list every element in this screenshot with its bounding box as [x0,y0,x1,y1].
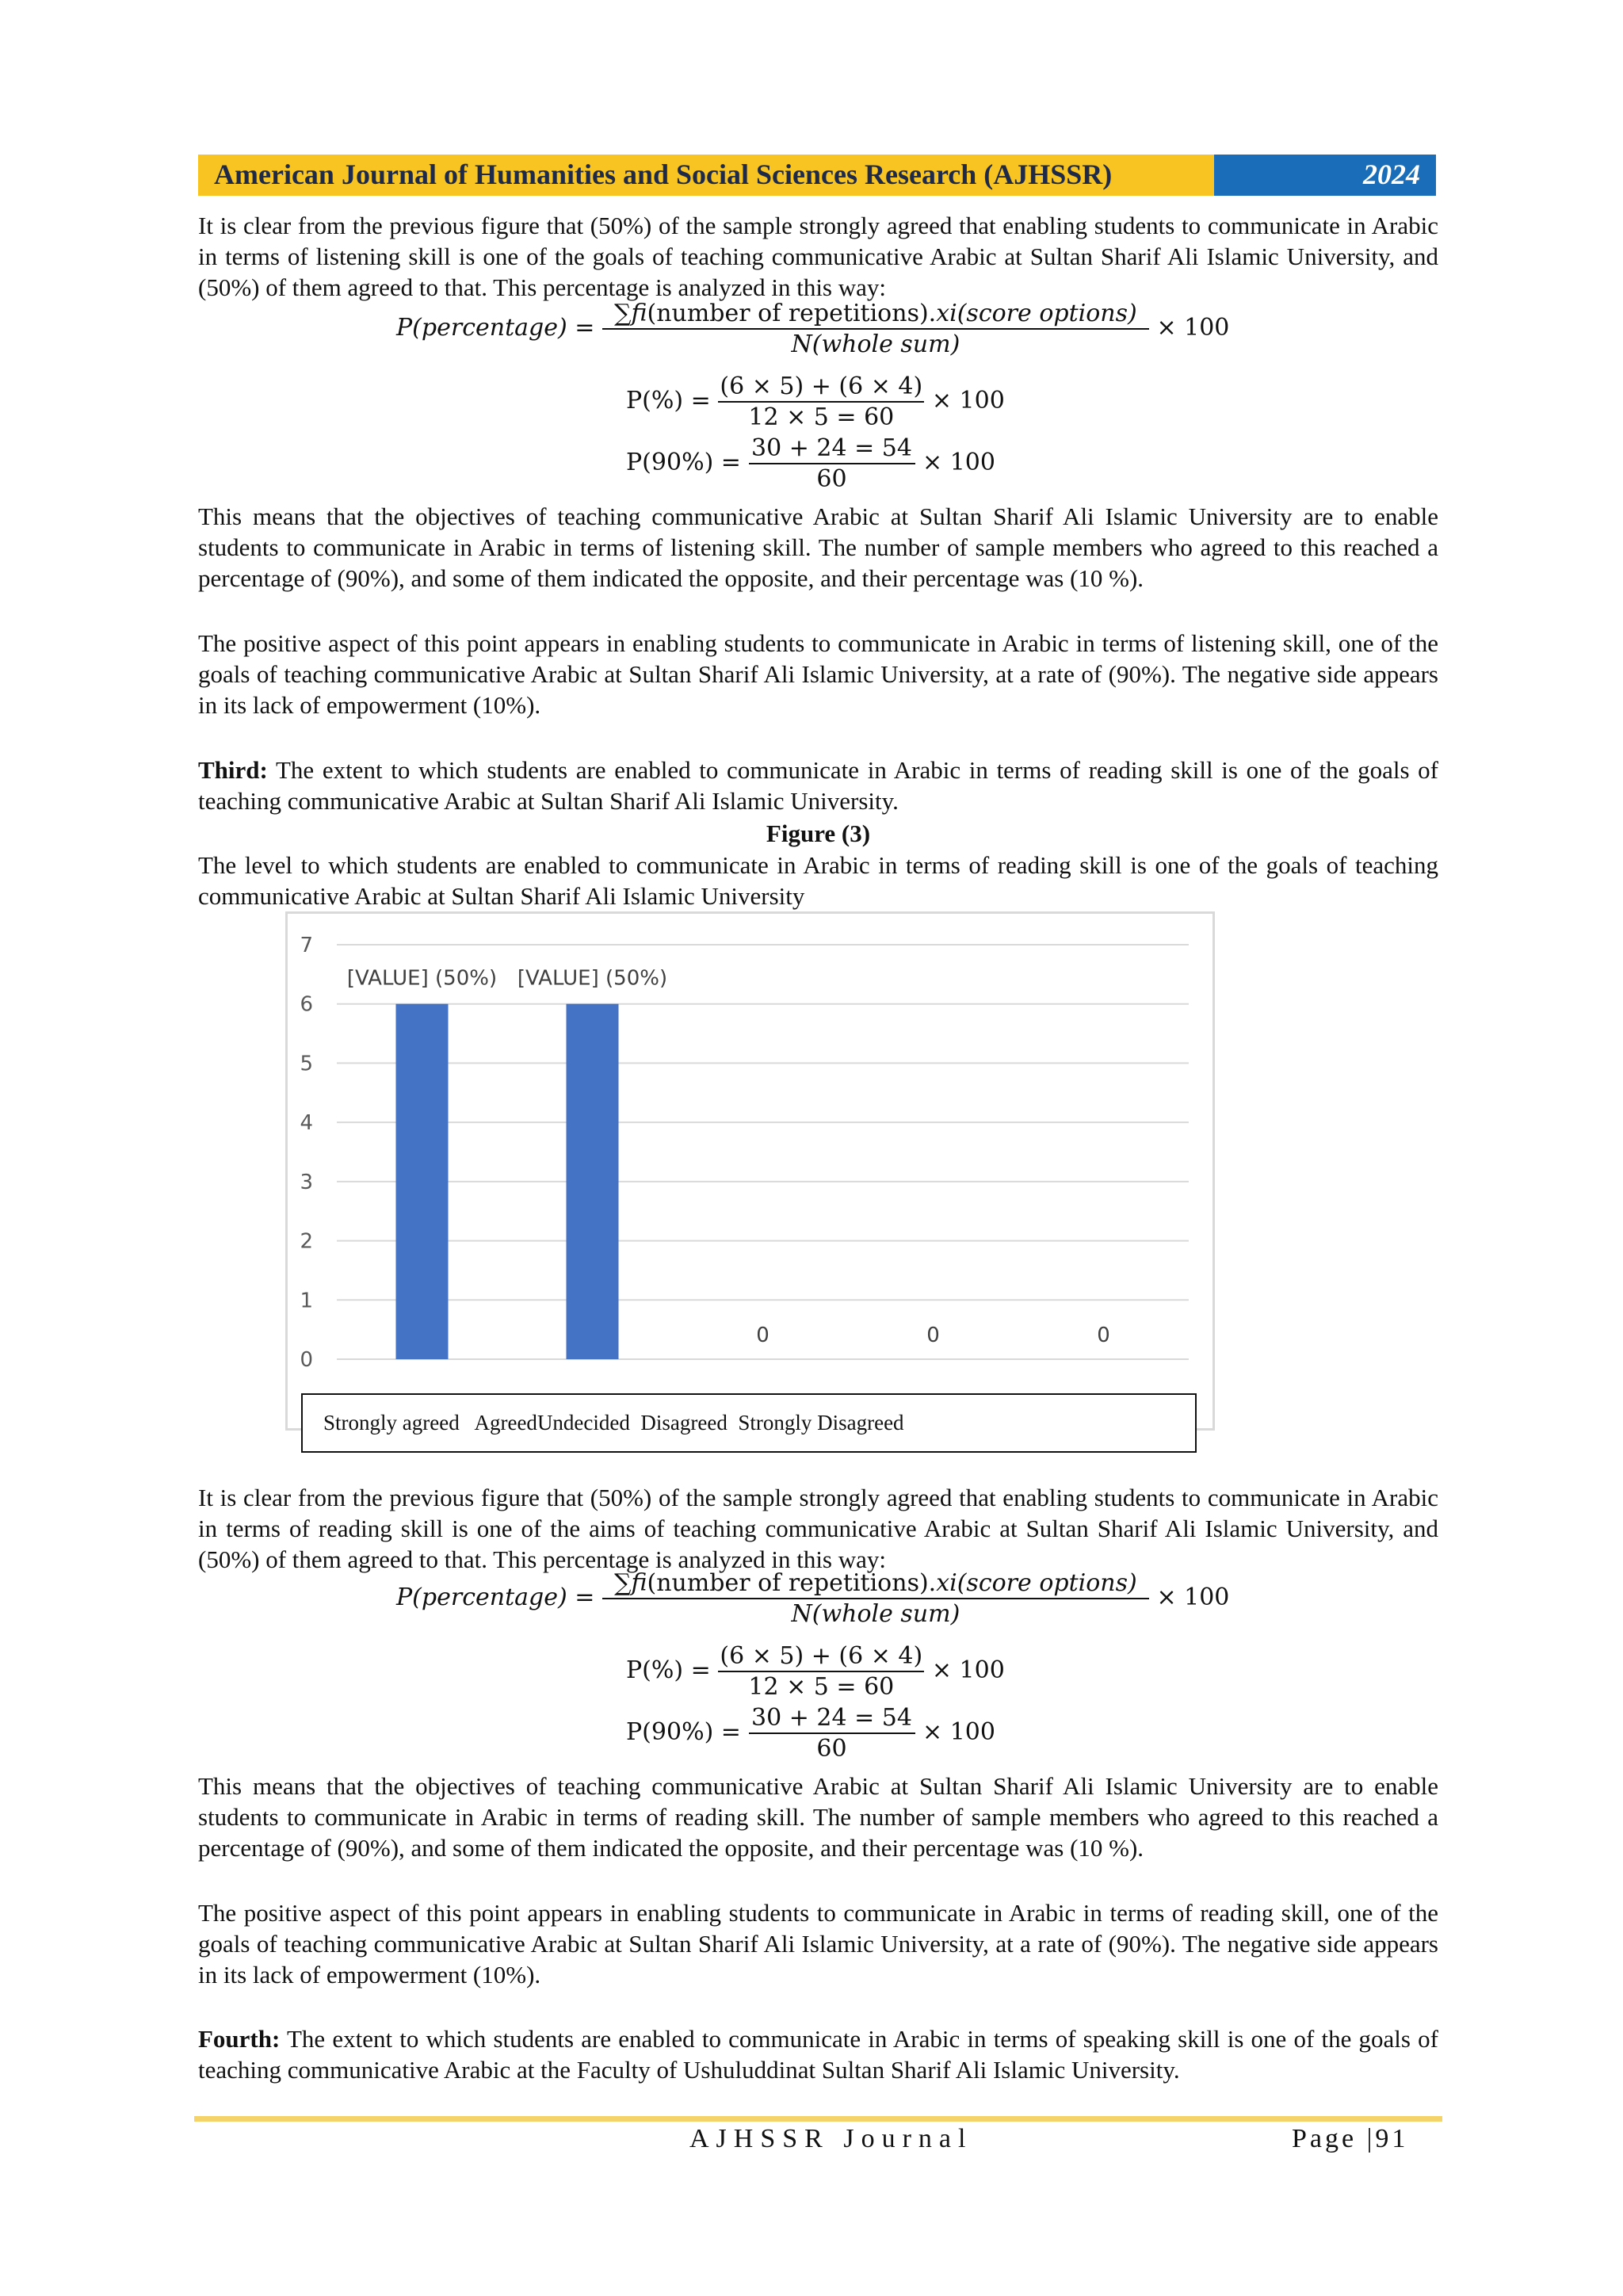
fraction-num: 30 + 24 = 54 [749,434,915,464]
formula-p-percent [626,372,1005,431]
formula-lhs: P(percentage) = [396,1584,595,1611]
formula-p90 [626,434,995,493]
reading-analysis: This means that the objectives of teaching communicative Arabic at Sultan Sharif Ali Islamic University are to enable students to communicate in Arabic in terms of reading skill. The number of sample members who agreed to this reached a percentage of (90%), and some of them indicated the opposite, and their percentage was (10 %). [198,1772,1438,1862]
den-n: N [791,330,812,358]
data-label: 0 [926,1324,940,1347]
formula-fraction [718,372,924,431]
section-label: Fourth: [198,2025,281,2053]
times-hundred: × 100 [922,1718,995,1746]
legend-disagreed: Disagreed [640,1411,739,1435]
journal-header [198,155,1436,196]
formula-fraction [602,1569,1149,1628]
y-tick-label: 3 [300,1170,313,1194]
speaking-heading [198,2023,1438,2085]
header-gold-band [198,155,1214,196]
formula-percentage-2 [396,1569,1229,1628]
sum-symbol: ∑fi [614,1569,647,1597]
listening-intro: It is clear from the previous figure that (50%) of the sample strongly agreed that enabling students to communicate in Arabic in terms of listening skill is one of the goals of teaching communicative Arabic at Sultan Sharif Ali Islamic University, and (50%) of them agreed to that. This percentage is analyzed in this way: [198,212,1438,301]
data-label: 0 [1097,1324,1110,1347]
num-end: (score options) [957,300,1137,327]
figure-caption: The level to which students are enabled to communicate in Arabic in terms of reading skill is one of the goals of teaching communicative Arabic at Sultan Sharif Ali Islamic University [198,851,1438,910]
times-hundred: × 100 [922,449,995,476]
formula-lhs: P(90%) = [626,1718,741,1746]
sum-symbol: ∑fi [614,300,647,327]
times-hundred: × 100 [931,387,1005,415]
legend-agreed: Agreed [474,1411,537,1435]
legend-strongly-disagreed: Strongly Disagreed [738,1411,904,1435]
formula-lhs: P(%) = [626,387,711,415]
data-label: 0 [756,1324,769,1347]
data-label: [VALUE] (50%) [517,966,668,991]
listening-positive: The positive aspect of this point appears in enabling students to communicate in Arabic in terms of listening skill, one of the goals of teaching communicative Arabic at Sultan Sharif Ali Islamic University, at a rate of (90%). The negative side appears in its lack of empowerment (10%). [198,629,1438,719]
journal-title: American Journal of Humanities and Social Sciences Research (AJHSSR) [214,159,1113,190]
times-hundred: × 100 [1156,314,1230,342]
journal-year: 2024 [1363,159,1420,190]
footer-rule [194,2116,1442,2122]
times-hundred: × 100 [1156,1584,1230,1611]
y-tick-label: 0 [300,1348,313,1372]
y-tick-label: 1 [300,1289,313,1313]
den-rest: (whole sum) [812,330,960,358]
legend-strongly-agreed: Strongly agreed [323,1411,475,1435]
formula-fraction [602,300,1149,358]
y-tick-label: 7 [300,934,313,957]
reading-intro: It is clear from the previous figure that (50%) of the sample strongly agreed that enabling students to communicate in Arabic in terms of reading skill is one of the aims of teaching communicative Arabic at Sultan Sharif Ali Islamic University, and (50%) of them agreed to that. This percentage is analyzed in this way: [198,1484,1438,1573]
section-label: Third: [198,756,268,784]
num-end: (score options) [957,1569,1137,1597]
den-rest: (whole sum) [812,1600,960,1628]
data-label: [VALUE] (50%) [346,966,498,991]
y-tick-label: 2 [300,1229,313,1254]
formula-fraction [718,1642,924,1701]
formula-fraction [749,434,915,493]
footer-journal: AJHSSR Journal [689,2124,973,2153]
fraction-num: (6 × 5) + (6 × 4) [718,1642,924,1672]
reading-positive: The positive aspect of this point appears in enabling students to communicate in Arabic in terms of reading skill, one of the goals of teaching communicative Arabic at Sultan Sharif Ali Islamic University, at a rate of (90%). The negative side appears in its lack of empowerment (10%). [198,1899,1438,1988]
fraction-den: 60 [816,1735,847,1763]
fraction-num: 30 + 24 = 54 [749,1704,915,1734]
num-xi: xi [936,300,957,327]
section-heading-text: The extent to which students are enabled to communicate in Arabic in terms of speaking skill is one of the goals of teaching communicative Arabic at the Faculty of Ushuluddinat Sultan Sharif Ali Islamic University. [198,2025,1438,2084]
y-tick-label: 5 [300,1052,313,1076]
legend-undecided: Undecided [537,1411,641,1435]
num-middle: (number of repetitions). [647,300,937,327]
fraction-den: 12 × 5 = 60 [748,403,895,431]
times-hundred: × 100 [931,1656,1005,1684]
formula-lhs: P(90%) = [626,449,741,476]
footer-page: Page |91 [1292,2124,1409,2153]
den-n: N [791,1600,812,1628]
formula-p90-2 [626,1704,995,1763]
num-xi: xi [936,1569,957,1597]
fraction-den: 60 [816,465,847,493]
reading-heading [198,755,1438,816]
formula-p-percent-2 [626,1642,1005,1701]
formula-fraction [749,1704,915,1763]
fraction-den: 12 × 5 = 60 [748,1673,895,1701]
formula-lhs: P(percentage) = [396,314,595,342]
fraction-num: (6 × 5) + (6 × 4) [718,372,924,403]
formula-lhs: P(%) = [626,1656,711,1684]
chart-frame [285,911,1215,1431]
listening-analysis: This means that the objectives of teaching communicative Arabic at Sultan Sharif Ali Islamic University are to enable students to communicate in Arabic in terms of listening skill. The number of sample members who agreed to this reached a percentage of (90%), and some of them indicated the opposite, and their percentage was (10 %). [198,502,1438,592]
chart-legend [301,1393,1197,1453]
y-tick-label: 6 [300,992,313,1017]
num-middle: (number of repetitions). [647,1569,937,1597]
y-tick-label: 4 [300,1111,313,1136]
header-blue-band [1214,155,1436,196]
figure-title: Figure (3) [766,819,871,847]
section-heading-text: The extent to which students are enabled to communicate in Arabic in terms of reading skill is one of the goals of teaching communicative Arabic at Sultan Sharif Ali Islamic University. [198,756,1438,815]
formula-percentage [396,300,1229,358]
